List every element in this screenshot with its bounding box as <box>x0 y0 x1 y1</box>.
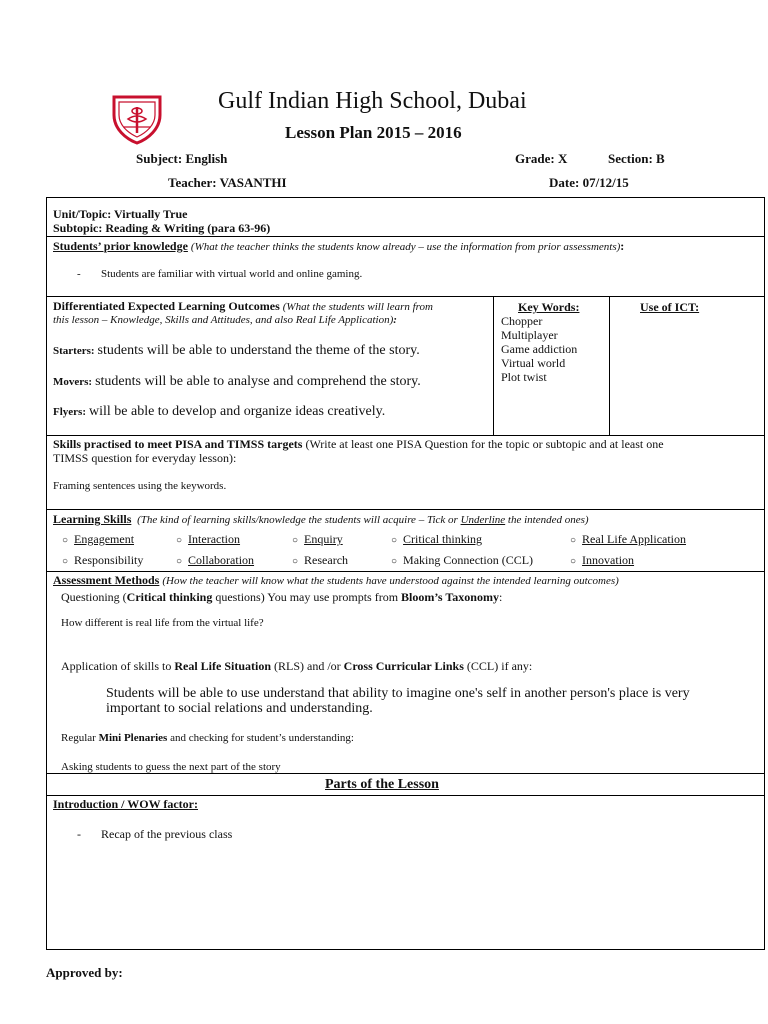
subject-label: Subject: English <box>136 151 228 166</box>
grade-label: Grade: X <box>515 151 568 166</box>
outcome-starters: Starters: students will be able to understand the theme of the story. <box>53 343 420 358</box>
divider <box>47 296 764 297</box>
assessment-question: How different is real life from the virtual life? <box>61 617 264 629</box>
radio-circle-icon: ○ <box>292 556 299 567</box>
skill-option-engagement[interactable]: ○ Engagement <box>62 532 135 546</box>
learning-skills-heading: Learning Skills (The kind of learning skills/knowledge the students will acquire – Tick or Underline the intended ones) <box>53 512 589 526</box>
rls-text-line1: Students will be able to use understand that ability to imagine one's self in another person's place is very <box>106 686 690 701</box>
application-line: Application of skills to Real Life Situation (RLS) and /or Cross Curricular Links (CCL) if any: <box>61 659 533 673</box>
divider <box>47 773 764 774</box>
key-word-item: Virtual world <box>501 356 566 370</box>
key-word-item: Plot twist <box>501 370 547 384</box>
skill-option-collaboration[interactable]: ○ Collaboration <box>176 553 255 567</box>
pisa-hint: TIMSS question for everyday lesson): <box>53 451 237 465</box>
prior-knowledge-heading: Students’ prior knowledge (What the teacher thinks the students know already – use the information from prior assessments): <box>53 239 625 253</box>
divider <box>47 571 764 572</box>
mini-plenaries-text: Asking students to guess the next part of the story <box>61 761 281 773</box>
lesson-plan-form <box>46 197 765 950</box>
radio-circle-icon: ○ <box>391 535 398 546</box>
prior-knowledge-bullet: - <box>77 268 81 280</box>
unit-topic: Unit/Topic: Virtually True <box>53 207 188 221</box>
skill-option-enquiry[interactable]: ○ Enquiry <box>292 532 343 546</box>
pisa-heading: Skills practised to meet PISA and TIMSS targets (Write at least one PISA Question for the topic or subtopic and at least one <box>53 437 664 451</box>
skill-option-real-life-application[interactable]: ○ Real Life Application <box>570 532 687 546</box>
mini-plenaries-line: Regular Mini Plenaries and checking for student’s understanding: <box>61 732 354 744</box>
radio-circle-icon: ○ <box>176 535 183 546</box>
ict-title: Use of ICT: <box>640 300 700 314</box>
prior-knowledge-item: Students are familiar with virtual world and online gaming. <box>101 268 363 280</box>
parts-of-lesson-title: Parts of the Lesson <box>325 777 439 792</box>
questioning-line: Questioning (Critical thinking questions) You may use prompts from Bloom’s Taxonomy: <box>61 590 503 604</box>
school-logo <box>108 93 166 145</box>
subtopic: Subtopic: Reading & Writing (para 63-96) <box>53 221 271 235</box>
section-label: Section: B <box>608 151 665 166</box>
radio-circle-icon: ○ <box>570 556 577 567</box>
introduction-item: Recap of the previous class <box>101 827 233 841</box>
introduction-heading: Introduction / WOW factor: <box>53 797 199 811</box>
outcome-flyers: Flyers: will be able to develop and organize ideas creatively. <box>53 404 386 419</box>
radio-circle-icon: ○ <box>62 535 69 546</box>
assessment-heading: Assessment Methods (How the teacher will know what the students have understood against the intended learning outcomes) <box>53 573 619 587</box>
outcomes-hint: this lesson – Knowledge, Skills and Attitudes, and also Real Life Application): <box>53 314 397 326</box>
radio-circle-icon: ○ <box>62 556 69 567</box>
divider <box>47 795 764 796</box>
approved-by-label: Approved by: <box>46 965 123 980</box>
divider <box>47 509 764 510</box>
skill-option-interaction[interactable]: ○ Interaction <box>176 532 241 546</box>
divider <box>47 435 764 436</box>
teacher-label: Teacher: VASANTHI <box>168 175 287 190</box>
key-words-title: Key Words: <box>518 300 580 314</box>
key-word-item: Chopper <box>501 314 543 328</box>
radio-circle-icon: ○ <box>570 535 577 546</box>
key-word-item: Multiplayer <box>501 328 558 342</box>
skill-option-innovation[interactable]: ○ Innovation <box>570 553 635 567</box>
lesson-plan-title: Lesson Plan 2015 – 2016 <box>285 123 462 142</box>
column-divider <box>493 296 494 435</box>
outcomes-heading: Differentiated Expected Learning Outcomes (What the students will learn from <box>53 299 433 313</box>
skill-option-research[interactable]: ○ Research <box>292 553 349 567</box>
key-word-item: Game addiction <box>501 342 578 356</box>
outcome-movers: Movers: students will be able to analyse and comprehend the story. <box>53 374 421 389</box>
radio-circle-icon: ○ <box>391 556 398 567</box>
radio-circle-icon: ○ <box>176 556 183 567</box>
skill-option-making-connection[interactable]: ○ Making Connection (CCL) <box>391 553 534 567</box>
radio-circle-icon: ○ <box>292 535 299 546</box>
introduction-bullet: - <box>77 827 81 841</box>
skill-option-critical-thinking[interactable]: ○ Critical thinking <box>391 532 483 546</box>
date-label: Date: 07/12/15 <box>549 175 629 190</box>
pisa-text: Framing sentences using the keywords. <box>53 480 227 492</box>
school-name: Gulf Indian High School, Dubai <box>218 88 527 114</box>
skill-option-responsibility[interactable]: ○ Responsibility <box>62 553 144 567</box>
column-divider <box>609 296 610 435</box>
divider <box>47 236 764 237</box>
rls-text-line2: important to social relations and understanding. <box>106 701 373 716</box>
